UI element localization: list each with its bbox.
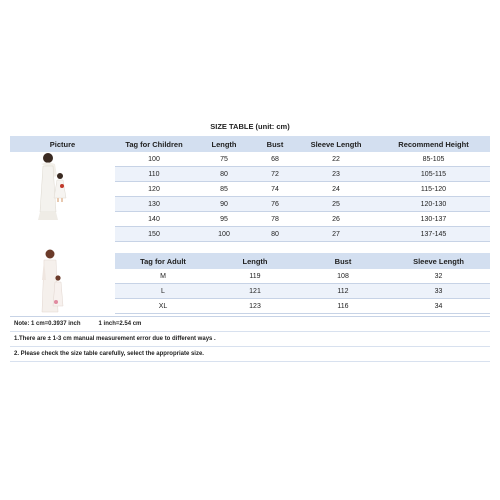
cell: 140 [115,212,193,227]
cell: 76 [255,197,295,212]
picture-column-header: Picture [10,136,115,152]
cell: 80 [193,167,255,182]
adult-col-sleeve: Sleeve Length [387,253,490,269]
cell: 112 [299,284,387,299]
cell: 68 [255,152,295,167]
children-col-sleeve: Sleeve Length [295,136,377,152]
table-row [115,182,490,197]
model-photos [10,152,115,314]
children-col-tag: Tag for Children [115,136,193,152]
cell: L [115,284,211,299]
check-size-note: 2. Please check the size table carefully, select the appropriate size. [10,347,490,362]
cell: 130 [115,197,193,212]
cell: 72 [255,167,295,182]
cell: 25 [295,197,377,212]
table-row [115,152,490,167]
adult-header-row [115,253,490,269]
table-row [115,197,490,212]
cell: 120-130 [377,197,490,212]
adult-size-table [115,253,490,314]
cell: 80 [255,227,295,242]
mother-daughter-photo-1 [38,153,66,220]
cell: 75 [193,152,255,167]
cell: 90 [193,197,255,212]
adult-col-tag: Tag for Adult [115,253,211,269]
table-row [115,167,490,182]
cell: 23 [295,167,377,182]
cell: 130-137 [377,212,490,227]
cell: 95 [193,212,255,227]
cell: 105-115 [377,167,490,182]
cell: 116 [299,299,387,314]
cell: 26 [295,212,377,227]
cell: 120 [115,182,193,197]
table-row [115,227,490,242]
children-size-table [115,136,490,242]
size-table-sheet [10,118,490,364]
cell: 100 [193,227,255,242]
cell: 27 [295,227,377,242]
cell: 32 [387,269,490,284]
children-col-bust: Bust [255,136,295,152]
cell: 78 [255,212,295,227]
cell: 22 [295,152,377,167]
cell: 85 [193,182,255,197]
children-col-length: Length [193,136,255,152]
cell: 119 [211,269,299,284]
unit-conversion-note [10,317,490,332]
model-photos-illustration [10,152,115,314]
cm-to-inch-note: Note: 1 cm=0.3937 inch [14,321,81,327]
notes-block [10,316,490,362]
cell: 123 [211,299,299,314]
adult-size-table-wrap [115,253,490,314]
cell: 34 [387,299,490,314]
table-row [115,299,490,314]
cell: 85-105 [377,152,490,167]
cell: 100 [115,152,193,167]
children-header-row [115,136,490,152]
measurement-error-note: 1.There are ± 1-3 cm manual measurement error due to different ways . [10,332,490,347]
cell: 115-120 [377,182,490,197]
children-col-height: Recommend Height [377,136,490,152]
cell: 137-145 [377,227,490,242]
cell: 24 [295,182,377,197]
cell: 108 [299,269,387,284]
adult-col-length: Length [211,253,299,269]
mother-daughter-photo-2 [42,250,63,313]
size-table-title: SIZE TABLE (unit: cm) [10,118,490,137]
cell: M [115,269,211,284]
table-row [115,269,490,284]
cell: 33 [387,284,490,299]
table-row [115,284,490,299]
cell: 150 [115,227,193,242]
inch-to-cm-note: 1 inch=2.54 cm [98,321,142,327]
table-row [115,212,490,227]
cell: 74 [255,182,295,197]
adult-col-bust: Bust [299,253,387,269]
cell: XL [115,299,211,314]
cell: 121 [211,284,299,299]
cell: 110 [115,167,193,182]
